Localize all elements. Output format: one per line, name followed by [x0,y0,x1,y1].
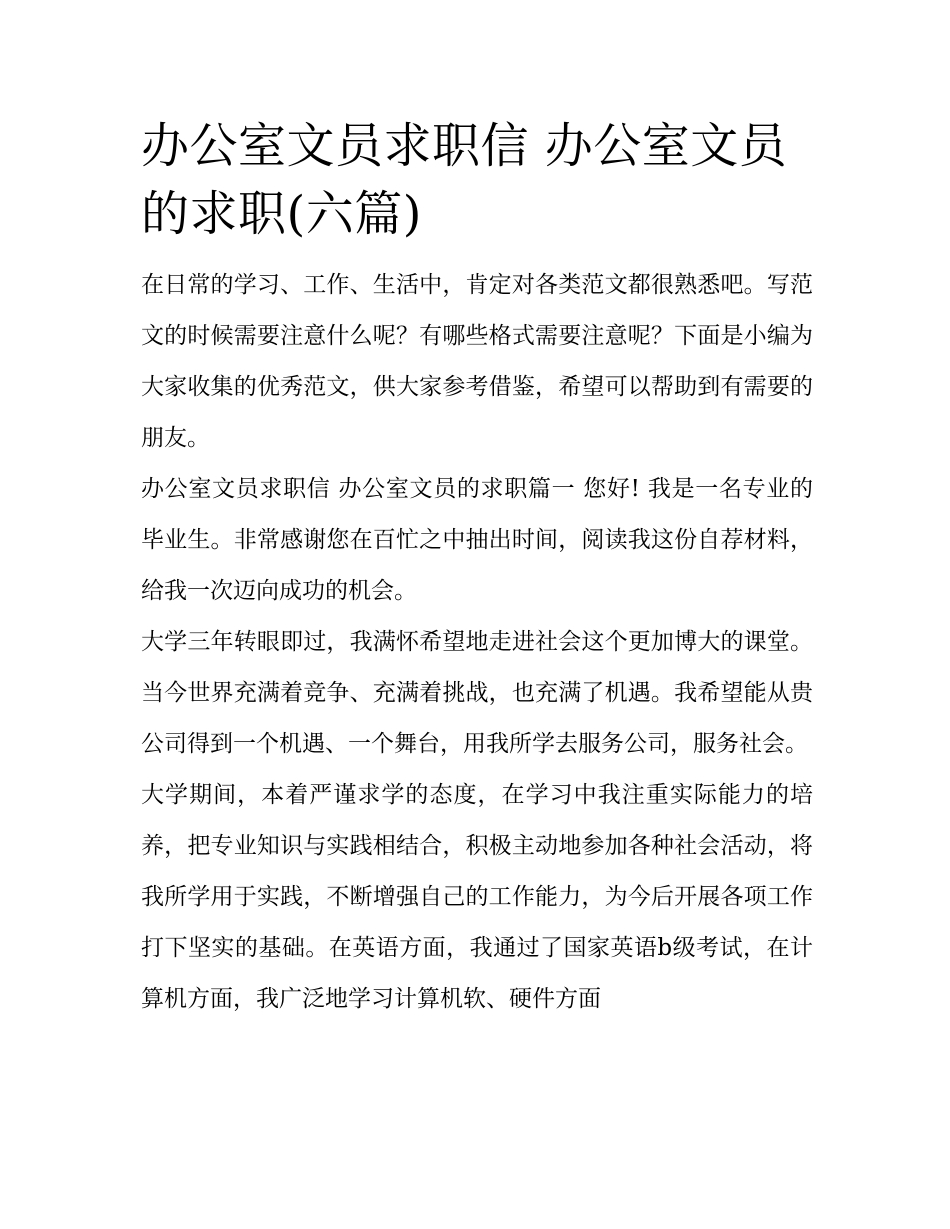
paragraph-aspiration: 大学三年转眼即过，我满怀希望地走进社会这个更加博大的课堂。当今世界充满着竞争、充满着挑战，也充满了机遇。我希望能从贵公司得到一个机遇、一个舞台，用我所学去服务公司，服务社会。 [141,629,813,757]
document-title: 办公室文员求职信 办公室文员的求职(六篇) [141,118,788,242]
paragraph-intro: 在日常的学习、工作、生活中，肯定对各类范文都很熟悉吧。写范文的时候需要注意什么呢？有哪些格式需要注意呢？下面是小编为大家收集的优秀范文，供大家参考借鉴，希望可以帮助到有需要的朋友。 [141,272,813,451]
paragraph-greeting: 办公室文员求职信 办公室文员的求职篇一 您好! 我是一名专业的毕业生。非常感谢您在百忙之中抽出时间，阅读我这份自荐材料，给我一次迈向成功的机会。 [141,476,813,604]
paragraph-university-study: 大学期间，本着严谨求学的态度，在学习中我注重实际能力的培养，把专业知识与实践相结合，积极主动地参加各种社会活动，将我所学用于实践，不断增强自己的工作能力，为今后开展各项工作打下坚实的基础。在英语方面，我通过了国家英语b级考试，在计算机方面，我广泛地学习计算机软、硬件方面 [141,782,813,1012]
document-body [141,112,813,1025]
